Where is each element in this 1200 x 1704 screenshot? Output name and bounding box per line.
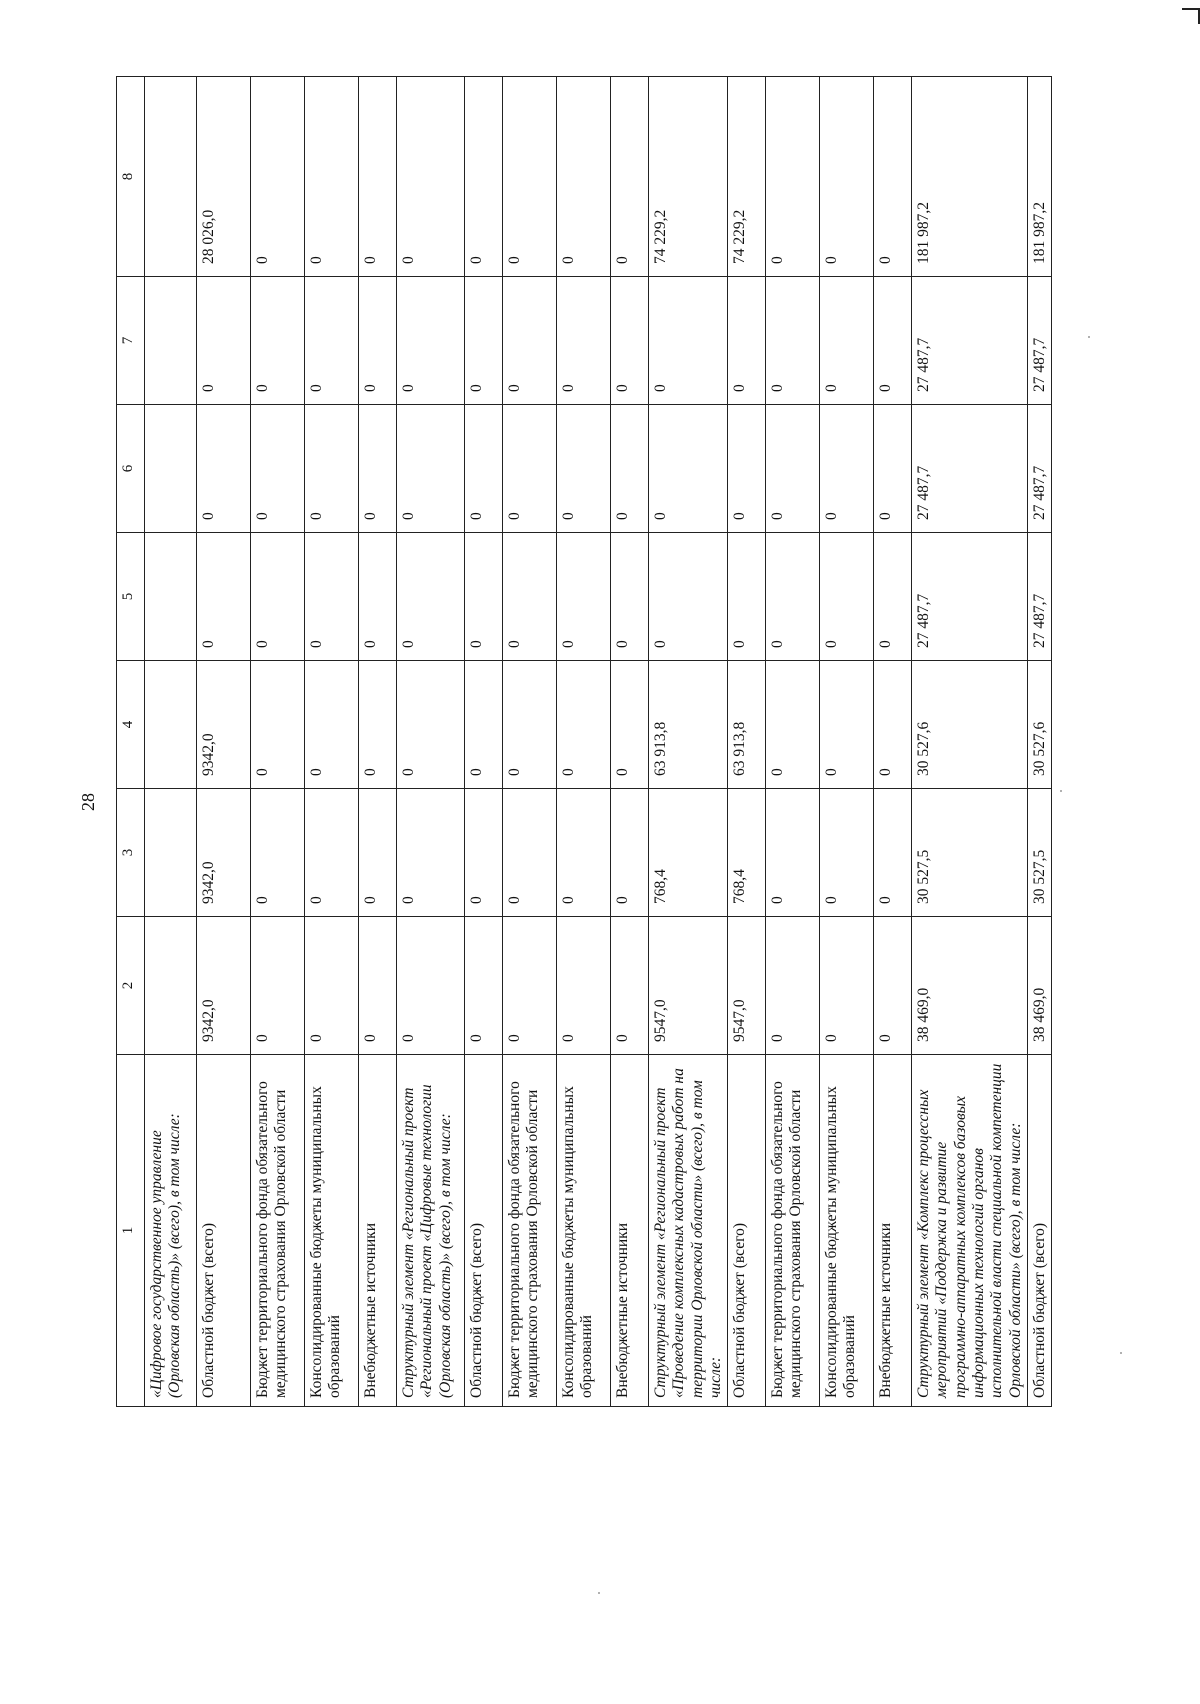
value-cell: 0 xyxy=(766,405,820,533)
value-cell: 0 xyxy=(611,405,649,533)
row-label: Областной бюджет (всего) xyxy=(197,1055,251,1407)
value-cell xyxy=(145,789,197,917)
value-cell: 0 xyxy=(359,661,397,789)
value-cell: 30 527,6 xyxy=(1027,661,1051,789)
value-cell: 0 xyxy=(251,789,305,917)
column-header-7: 7 xyxy=(117,277,145,405)
value-cell: 0 xyxy=(305,77,359,277)
value-cell: 0 xyxy=(359,77,397,277)
value-cell: 0 xyxy=(874,405,912,533)
table-row xyxy=(649,77,728,1407)
value-cell: 0 xyxy=(197,277,251,405)
value-cell: 0 xyxy=(251,917,305,1055)
value-cell xyxy=(145,405,197,533)
value-cell: 0 xyxy=(611,661,649,789)
value-cell: 0 xyxy=(766,77,820,277)
column-header-4: 4 xyxy=(117,661,145,789)
column-header-8: 8 xyxy=(117,77,145,277)
value-cell: 0 xyxy=(465,917,503,1055)
value-cell: 0 xyxy=(465,789,503,917)
value-cell: 0 xyxy=(874,661,912,789)
value-cell: 0 xyxy=(728,405,766,533)
value-cell: 0 xyxy=(397,533,465,661)
row-label: Консолидированные бюджеты муниципальных образований xyxy=(305,1055,359,1407)
value-cell: 63 913,8 xyxy=(649,661,728,789)
value-cell: 27 487,7 xyxy=(912,405,1028,533)
table-row xyxy=(766,77,820,1407)
value-cell: 0 xyxy=(397,789,465,917)
value-cell: 0 xyxy=(465,77,503,277)
row-label: Внебюджетные источники xyxy=(874,1055,912,1407)
value-cell: 0 xyxy=(197,405,251,533)
value-cell: 0 xyxy=(820,789,874,917)
value-cell xyxy=(145,277,197,405)
value-cell: 0 xyxy=(766,789,820,917)
row-label: Структурный элемент «Комплекс процессных мероприятий «Поддержка и развитие программно-аппаратных комплексов базовых информационных технологий органов исполнительной власти специальной компетенции Орловской области» (всего), в том числе: xyxy=(912,1055,1028,1407)
value-cell: 0 xyxy=(557,277,611,405)
value-cell: 0 xyxy=(728,277,766,405)
value-cell: 0 xyxy=(557,405,611,533)
value-cell: 27 487,7 xyxy=(912,277,1028,405)
table-row xyxy=(1027,77,1051,1407)
value-cell: 0 xyxy=(611,277,649,405)
value-cell: 0 xyxy=(359,277,397,405)
table-row xyxy=(397,77,465,1407)
value-cell: 30 527,5 xyxy=(1027,789,1051,917)
value-cell: 27 487,7 xyxy=(1027,405,1051,533)
value-cell: 0 xyxy=(305,533,359,661)
value-cell: 0 xyxy=(874,789,912,917)
row-label: Областной бюджет (всего) xyxy=(465,1055,503,1407)
value-cell: 0 xyxy=(503,917,557,1055)
column-header-2: 2 xyxy=(117,917,145,1055)
value-cell: 0 xyxy=(503,277,557,405)
value-cell: 0 xyxy=(503,77,557,277)
value-cell: 0 xyxy=(305,917,359,1055)
value-cell: 0 xyxy=(251,77,305,277)
value-cell: 0 xyxy=(359,789,397,917)
column-header-6: 6 xyxy=(117,405,145,533)
value-cell: 0 xyxy=(874,77,912,277)
value-cell: 63 913,8 xyxy=(728,661,766,789)
value-cell: 0 xyxy=(305,789,359,917)
value-cell: 0 xyxy=(305,405,359,533)
row-label: Внебюджетные источники xyxy=(611,1055,649,1407)
value-cell: 0 xyxy=(649,405,728,533)
value-cell: 0 xyxy=(251,405,305,533)
value-cell xyxy=(145,77,197,277)
value-cell: 0 xyxy=(557,533,611,661)
value-cell: 9342,0 xyxy=(197,661,251,789)
budget-table-frame xyxy=(116,77,1048,1407)
value-cell: 0 xyxy=(397,917,465,1055)
value-cell: 0 xyxy=(820,405,874,533)
value-cell: 28 026,0 xyxy=(197,77,251,277)
table-row xyxy=(465,77,503,1407)
value-cell: 9342,0 xyxy=(197,917,251,1055)
value-cell: 74 229,2 xyxy=(649,77,728,277)
value-cell: 0 xyxy=(359,533,397,661)
value-cell xyxy=(145,661,197,789)
value-cell: 0 xyxy=(503,533,557,661)
value-cell: 0 xyxy=(251,277,305,405)
scan-speck xyxy=(1060,790,1062,792)
value-cell: 0 xyxy=(359,917,397,1055)
table-row xyxy=(874,77,912,1407)
value-cell: 0 xyxy=(820,277,874,405)
scan-speck xyxy=(1088,336,1090,338)
value-cell: 181 987,2 xyxy=(912,77,1028,277)
value-cell: 0 xyxy=(611,917,649,1055)
row-label: Структурный элемент «Региональный проект «Проведение комплексных кадастровых работ на территории Орловской области» (всего), в том числе: xyxy=(649,1055,728,1407)
value-cell: 0 xyxy=(820,917,874,1055)
row-label: Бюджет территориального фонда обязательного медицинского страхования Орловской области xyxy=(251,1055,305,1407)
value-cell: 0 xyxy=(766,661,820,789)
value-cell: 768,4 xyxy=(728,789,766,917)
row-label: Консолидированные бюджеты муниципальных образований xyxy=(557,1055,611,1407)
value-cell: 9342,0 xyxy=(197,789,251,917)
value-cell: 30 527,6 xyxy=(912,661,1028,789)
value-cell: 0 xyxy=(503,405,557,533)
table-row xyxy=(820,77,874,1407)
value-cell: 0 xyxy=(305,277,359,405)
value-cell: 0 xyxy=(503,789,557,917)
table-row xyxy=(611,77,649,1407)
value-cell: 0 xyxy=(649,277,728,405)
budget-table-rotated xyxy=(116,77,1048,1407)
row-label: «Цифровое государственное управление (Орловская область)» (всего), в том числе: xyxy=(145,1055,197,1407)
table-header-row xyxy=(117,77,145,1407)
column-header-3: 3 xyxy=(117,789,145,917)
column-header-1: 1 xyxy=(117,1055,145,1407)
table-row xyxy=(359,77,397,1407)
value-cell: 0 xyxy=(305,661,359,789)
value-cell: 38 469,0 xyxy=(912,917,1028,1055)
scan-speck xyxy=(598,1592,600,1594)
value-cell: 74 229,2 xyxy=(728,77,766,277)
table-row xyxy=(557,77,611,1407)
value-cell: 0 xyxy=(557,661,611,789)
value-cell: 0 xyxy=(820,77,874,277)
value-cell: 0 xyxy=(465,405,503,533)
table-row xyxy=(251,77,305,1407)
value-cell: 0 xyxy=(503,661,557,789)
table-row xyxy=(197,77,251,1407)
value-cell: 0 xyxy=(874,533,912,661)
row-label: Консолидированные бюджеты муниципальных образований xyxy=(820,1055,874,1407)
value-cell: 0 xyxy=(820,661,874,789)
row-label: Бюджет территориального фонда обязательного медицинского страхования Орловской области xyxy=(766,1055,820,1407)
value-cell: 0 xyxy=(874,277,912,405)
table-row xyxy=(503,77,557,1407)
value-cell: 0 xyxy=(557,77,611,277)
value-cell: 181 987,2 xyxy=(1027,77,1051,277)
row-label: Бюджет территориального фонда обязательного медицинского страхования Орловской области xyxy=(503,1055,557,1407)
value-cell: 0 xyxy=(766,917,820,1055)
value-cell: 30 527,5 xyxy=(912,789,1028,917)
page-number: 28 xyxy=(78,793,98,811)
value-cell: 0 xyxy=(649,533,728,661)
value-cell: 38 469,0 xyxy=(1027,917,1051,1055)
value-cell: 9547,0 xyxy=(728,917,766,1055)
table-row xyxy=(728,77,766,1407)
value-cell: 0 xyxy=(397,77,465,277)
row-label: Областной бюджет (всего) xyxy=(728,1055,766,1407)
value-cell: 27 487,7 xyxy=(1027,277,1051,405)
value-cell: 0 xyxy=(397,277,465,405)
value-cell: 0 xyxy=(728,533,766,661)
row-label: Внебюджетные источники xyxy=(359,1055,397,1407)
value-cell: 0 xyxy=(465,277,503,405)
row-label: Структурный элемент «Региональный проект «Региональный проект «Цифровые технологии (Орловская область)» (всего), в том числе: xyxy=(397,1055,465,1407)
row-label: Областной бюджет (всего) xyxy=(1027,1055,1051,1407)
column-header-5: 5 xyxy=(117,533,145,661)
budget-table xyxy=(116,76,1052,1407)
value-cell: 0 xyxy=(611,77,649,277)
value-cell: 0 xyxy=(251,533,305,661)
value-cell: 27 487,7 xyxy=(1027,533,1051,661)
value-cell: 9547,0 xyxy=(649,917,728,1055)
corner-mark xyxy=(1182,8,1200,24)
value-cell: 27 487,7 xyxy=(912,533,1028,661)
value-cell: 0 xyxy=(611,789,649,917)
value-cell: 0 xyxy=(766,277,820,405)
value-cell: 0 xyxy=(197,533,251,661)
value-cell xyxy=(145,533,197,661)
value-cell: 0 xyxy=(874,917,912,1055)
value-cell: 0 xyxy=(397,661,465,789)
value-cell: 0 xyxy=(465,533,503,661)
value-cell: 0 xyxy=(766,533,820,661)
value-cell: 768,4 xyxy=(649,789,728,917)
value-cell: 0 xyxy=(611,533,649,661)
value-cell: 0 xyxy=(557,789,611,917)
table-row xyxy=(305,77,359,1407)
value-cell: 0 xyxy=(820,533,874,661)
value-cell: 0 xyxy=(359,405,397,533)
value-cell: 0 xyxy=(557,917,611,1055)
value-cell: 0 xyxy=(397,405,465,533)
value-cell: 0 xyxy=(251,661,305,789)
value-cell: 0 xyxy=(465,661,503,789)
table-row xyxy=(912,77,1028,1407)
table-row xyxy=(145,77,197,1407)
table-body xyxy=(117,77,1052,1407)
scan-speck xyxy=(1120,1352,1122,1354)
value-cell xyxy=(145,917,197,1055)
